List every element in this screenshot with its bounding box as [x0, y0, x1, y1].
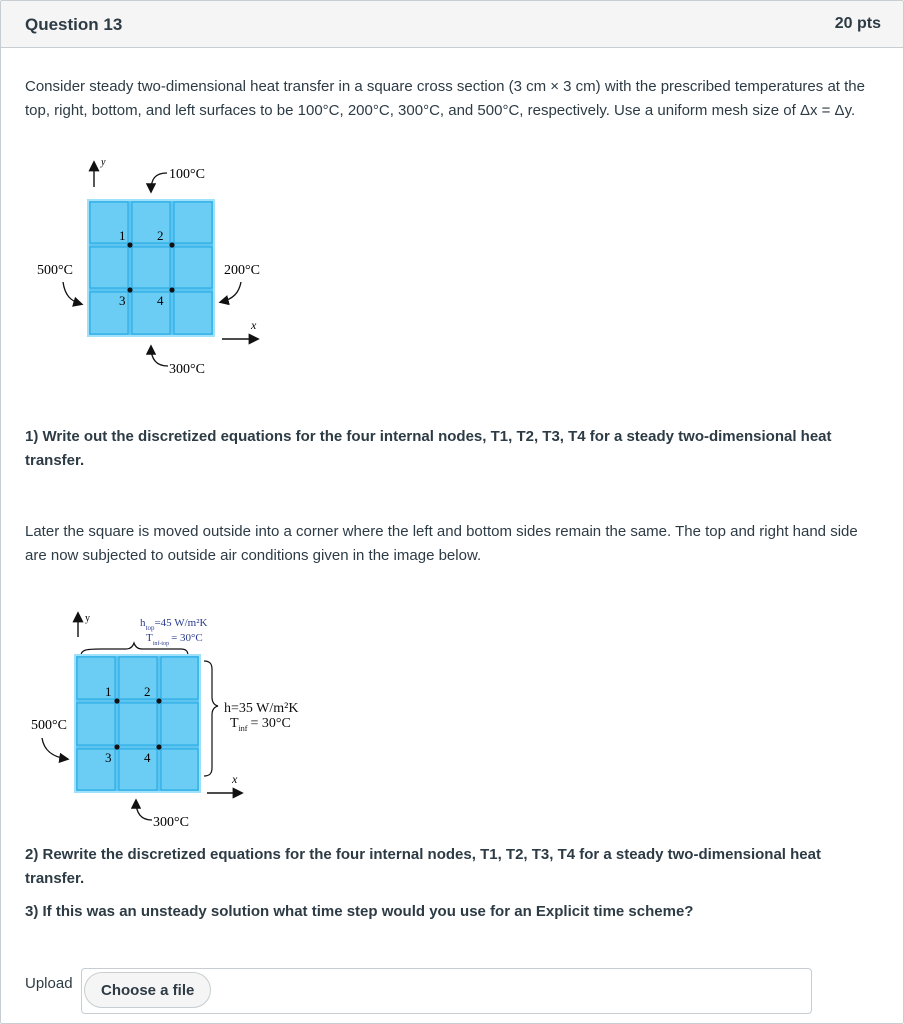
fig2-x-label: x [232, 772, 238, 786]
fig2-node-3: 3 [105, 750, 112, 765]
file-upload-field[interactable] [81, 968, 812, 1014]
fig2-node-4-dot [156, 744, 161, 749]
fig1-right-temp: 200°C [224, 263, 260, 278]
part-1-prompt: 1) Write out the discretized equations for the four internal nodes, T1, T2, T3, T4 for a steady two-dimensional heat transfer. [25, 428, 832, 469]
fig2-right-T: $T_{inf} = 30^\circ C$ [230, 716, 291, 733]
fig2-node-2-dot [156, 698, 161, 703]
fig2-bottom-arrow [136, 801, 152, 820]
fig1-node-2: 2 [157, 228, 164, 243]
fig1-node-1-dot [127, 242, 132, 247]
fig1-node-1: 1 [119, 228, 126, 243]
choose-file-button[interactable]: Choose a file [84, 972, 211, 1008]
intro-text: Consider steady two-dimensional heat transfer in a square cross section (3 cm × 3 cm) with the prescribed temperatures at the top, right, bottom, and left surfaces to be 100°C, 200°C, 300°C, and 500°C, respectively. Use a uniform mesh size of Δx = Δy. [25, 78, 865, 119]
fig1-left-arrow [63, 282, 81, 304]
fig1-bottom-arrow [151, 347, 168, 366]
fig1-top-arrow [151, 173, 167, 191]
question-points: 20 pts [834, 15, 881, 32]
fig1-bottom-temp: 300°C [169, 362, 205, 377]
fig2-left-temp: 500°C [31, 718, 67, 733]
fig1-node-3: 3 [119, 293, 126, 308]
transition-text: Later the square is moved outside into a corner where the left and bottom sides remain the same. The top and right hand side are now subjected to outside air conditions given in the image below. [25, 523, 858, 564]
fig1-node-4-dot [169, 287, 174, 292]
figure-2 [31, 613, 298, 830]
question-title: Question 13 [25, 15, 123, 34]
fig2-node-2: 2 [144, 684, 151, 699]
fig1-left-temp: 500°C [37, 263, 73, 278]
fig2-bottom-temp: 300°C [153, 815, 189, 830]
fig1-top-temp: 100°C [169, 167, 205, 182]
fig2-y-label: y [85, 613, 90, 624]
fig1-grid [88, 200, 214, 336]
fig2-right-h: h=35 W/m²K [224, 701, 299, 716]
fig2-top-h: $h_{top}=45$ W/m²K [140, 617, 208, 632]
fig1-x-label: x [251, 318, 257, 332]
fig2-left-arrow [42, 738, 67, 759]
fig2-node-3-dot [114, 744, 119, 749]
fig1-y-label: y [101, 157, 106, 168]
fig1-node-2-dot [169, 242, 174, 247]
fig2-top-T: $T_{inf-top} = 30^\circ C$ [146, 632, 203, 647]
fig2-node-1-dot [114, 698, 119, 703]
part-3-prompt: 3) If this was an unsteady solution what time step would you use for an Explicit time scheme? [25, 903, 694, 920]
fig1-node-4: 4 [157, 293, 164, 308]
fig1-node-3-dot [127, 287, 132, 292]
upload-label: Upload [25, 975, 73, 992]
fig2-node-1: 1 [105, 684, 112, 699]
fig2-node-4: 4 [144, 750, 151, 765]
part-2-prompt: 2) Rewrite the discretized equations for the four internal nodes, T1, T2, T3, T4 for a steady two-dimensional heat transfer. [25, 846, 821, 887]
fig2-right-brace [204, 661, 218, 776]
fig1-right-arrow [221, 282, 241, 302]
